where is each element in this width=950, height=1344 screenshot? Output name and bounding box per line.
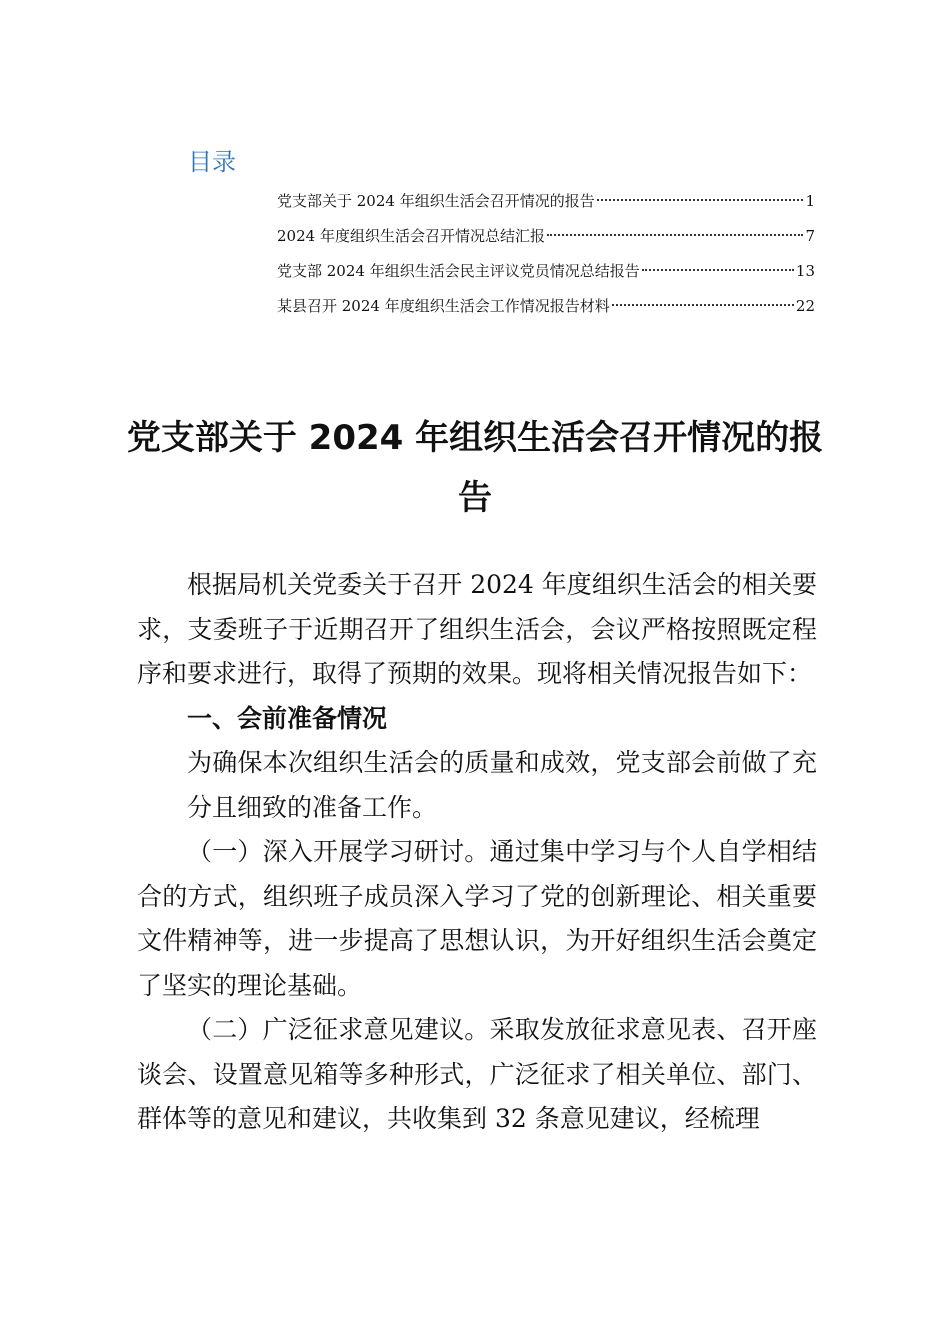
section-intro-paragraph: 为确保本次组织生活会的质量和成效，党支部会前做了充分且细致的准备工作。 [187, 748, 817, 822]
toc-entry-page: 1 [805, 192, 815, 210]
item-paragraph: （二）广泛征求意见建议。采取发放征求意见表、召开座谈会、设置意见箱等多种形式，广泛征求了相关单位、部门、群体等的意见和建议，共收集到 32 条意见建议，经梳理 [137, 1015, 817, 1133]
section-heading: 一、会前准备情况 [187, 703, 388, 733]
item-paragraph: （一）深入开展学习研讨。通过集中学习与个人自学相结合的方式，组织班子成员深入学习了党的创新理论、相关重要文件精神等，进一步提高了思想认识，为开好组织生活会奠定了坚实的理论基础。 [137, 837, 817, 1000]
toc-entry-title: 党支部关于 2024 年组织生活会召开情况的报告 [277, 192, 595, 210]
toc-entry[interactable] [277, 221, 815, 256]
toc-dot-leader [612, 303, 794, 306]
toc-heading: 目录 [188, 148, 236, 176]
toc-dot-leader [547, 233, 804, 236]
intro-paragraph: 根据局机关党委关于召开 2024 年度组织生活会的相关要求，支委班子于近期召开了组织生活会，会议严格按照既定程序和要求进行，取得了预期的效果。现将相关情况报告如下： [137, 570, 817, 688]
toc-entry[interactable] [277, 256, 815, 291]
toc-entry-title: 某县召开 2024 年度组织生活会工作情况报告材料 [277, 297, 610, 315]
toc-dot-leader [597, 198, 804, 201]
table-of-contents [277, 186, 815, 326]
toc-entry[interactable] [277, 186, 815, 221]
document-body [137, 563, 817, 1142]
toc-entry-page: 22 [795, 297, 815, 315]
toc-dot-leader [642, 268, 794, 271]
toc-entry-title: 2024 年度组织生活会召开情况总结汇报 [277, 227, 545, 245]
toc-entry[interactable] [277, 291, 815, 326]
toc-entry-page: 13 [795, 262, 815, 280]
toc-entry-title: 党支部 2024 年组织生活会民主评议党员情况总结报告 [277, 262, 640, 280]
document-title: 党支部关于 2024 年组织生活会召开情况的报告 [126, 418, 824, 518]
toc-entry-page: 7 [805, 227, 815, 245]
